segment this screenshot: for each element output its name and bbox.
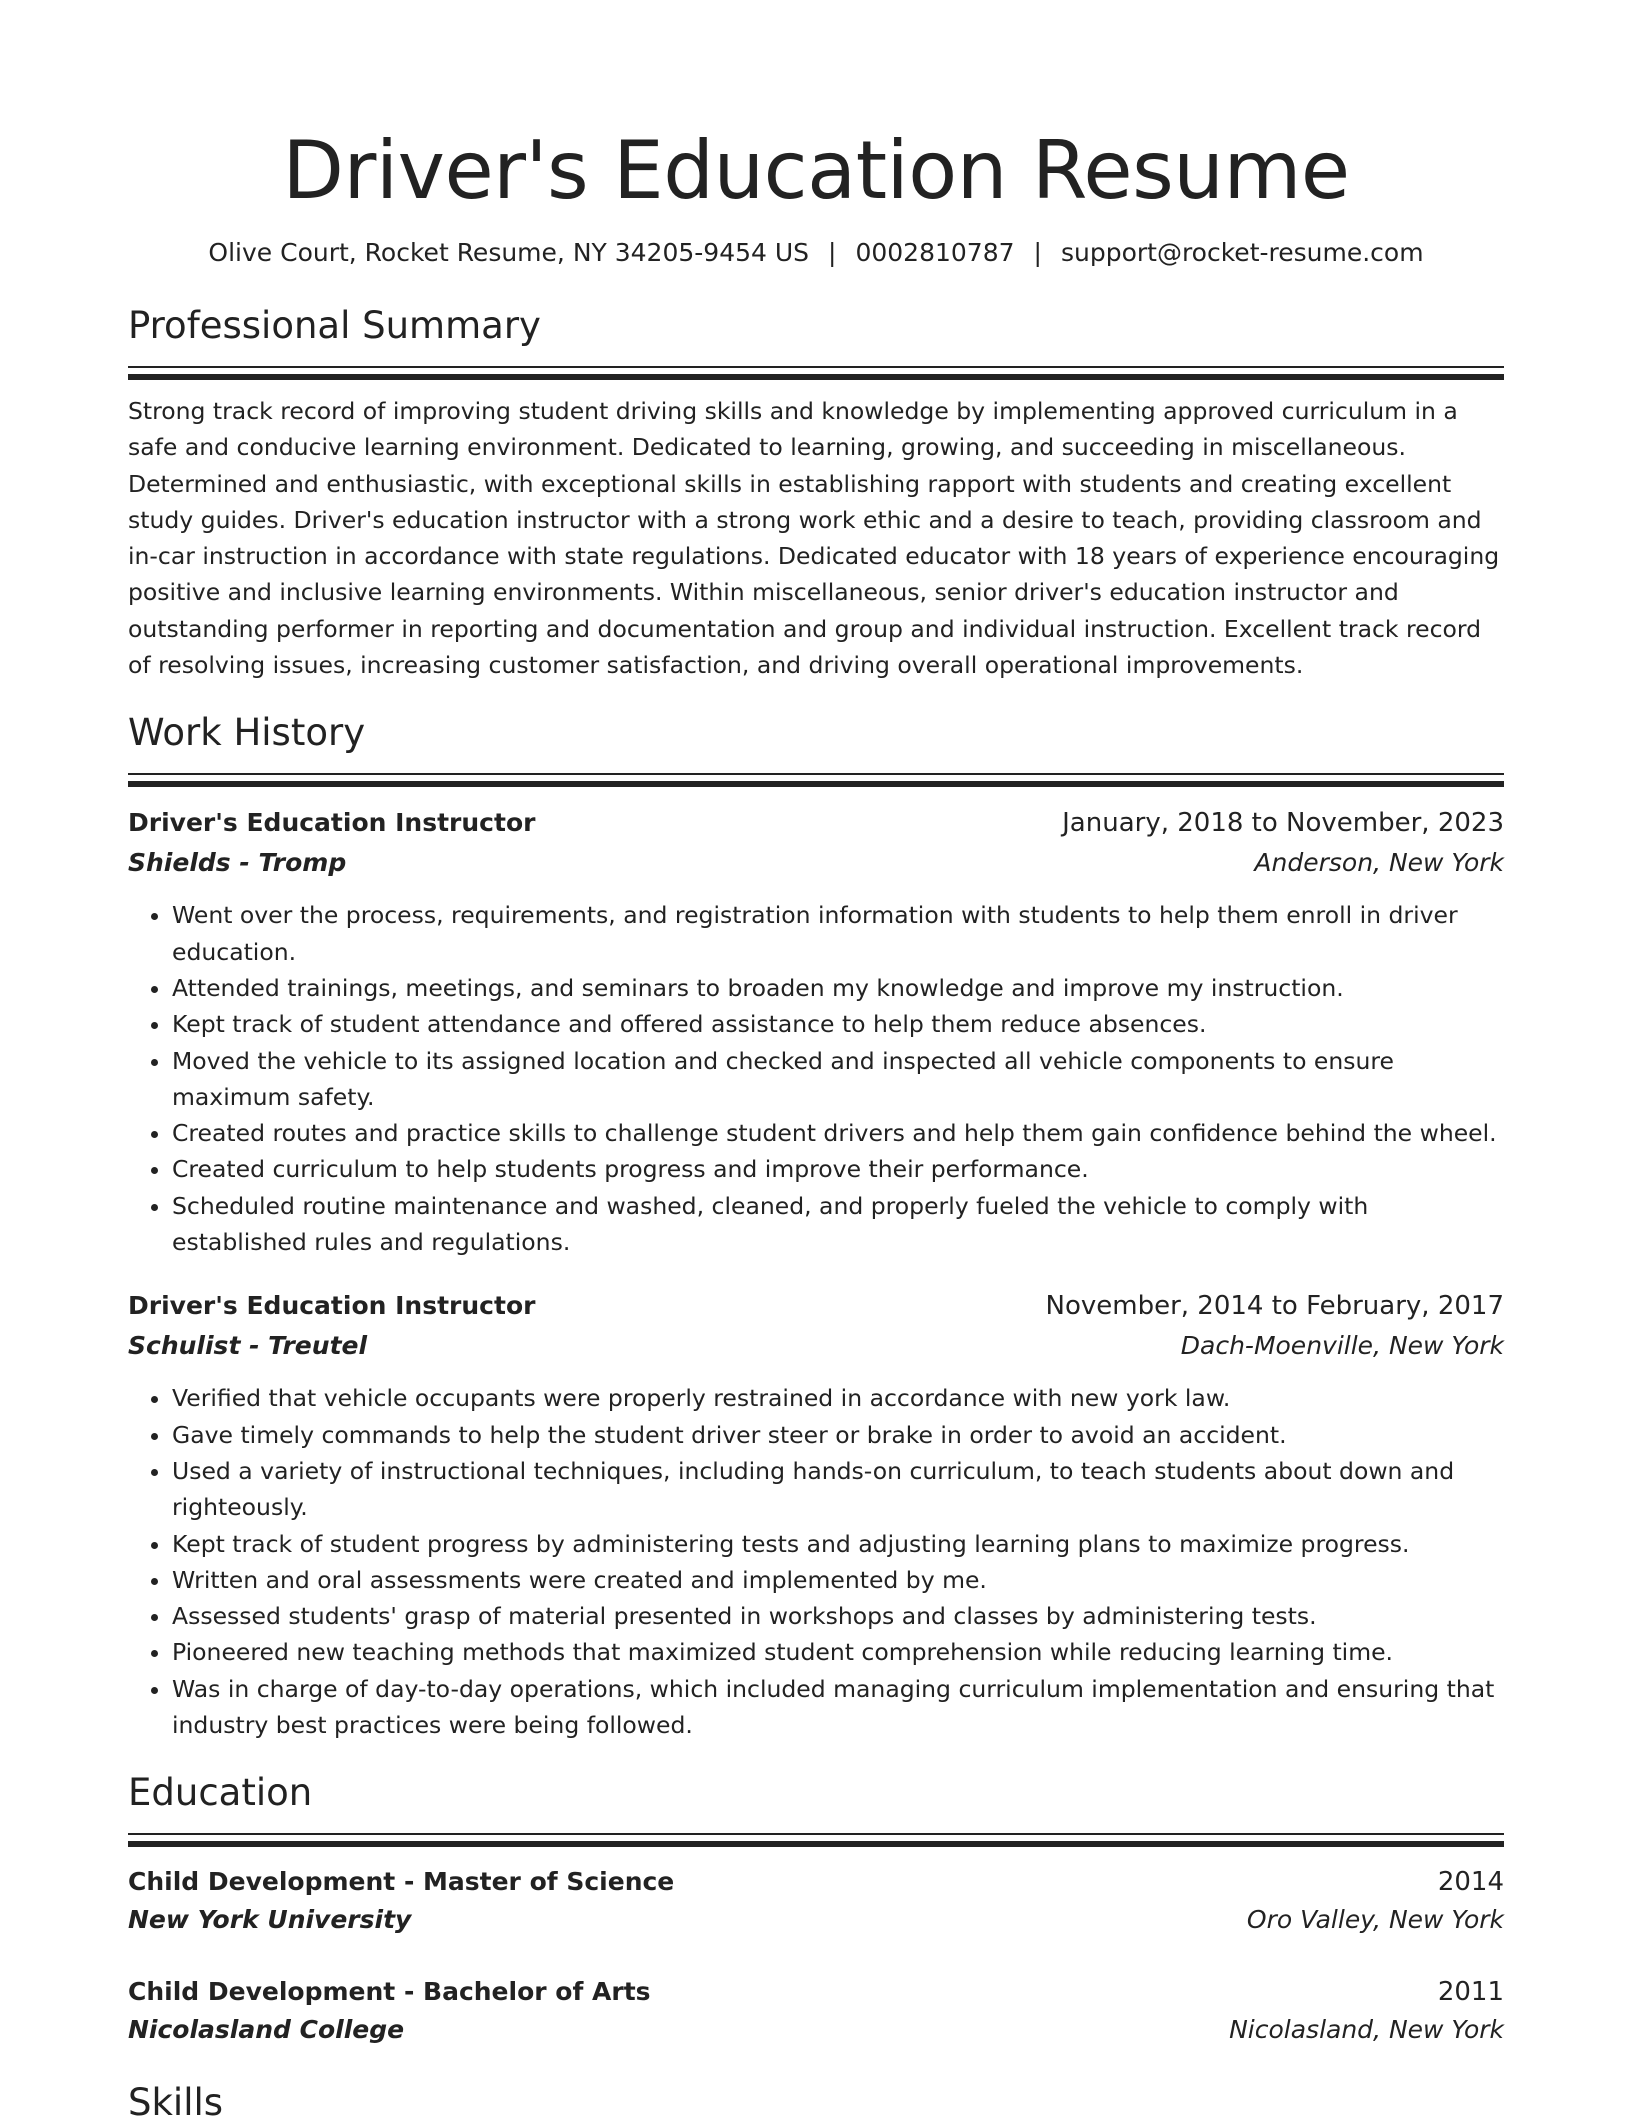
summary-text: Strong track record of improving student driving skills and knowledge by implementing approved curriculum in a safe and conducive learning environment. Dedicated to learning, growing, and succeeding in miscellaneous. Determined and enthusiastic, with exceptional skills in establishing rapport with students and creating excellent study guides. Driver's education instructor with a strong work ethic and a desire to teach, providing classroom and in-car instruction in accordance with state regulations. Dedicated educator with 18 years of experience encouraging positive and inclusive learning environments. Within miscellaneous, senior driver's education instructor and outstanding performer in reporting and documentation and group and individual instruction. Excellent track record of resolving issues, increasing customer satisfaction, and driving overall operational improvements. (128, 397, 1500, 680)
job-entry (128, 803, 1504, 1260)
job-title: Driver's Education Instructor (128, 808, 536, 838)
education-location: Nicolasland, New York (1229, 2015, 1504, 2045)
list-item: • Used a variety of instructional techniques, including hands-on curriculum, to teach students about down and righteously. (172, 1453, 1504, 1526)
job-company: Shields - Tromp (128, 848, 347, 878)
job-subheader (128, 843, 1504, 883)
list-item: • Went over the process, requirements, and registration information with students to help them enroll in driver education. (172, 897, 1504, 970)
summary-heading: Professional Summary (128, 304, 541, 347)
list-item: • Scheduled routine maintenance and washed, cleaned, and properly fueled the vehicle to comply with established rules and regulations. (172, 1188, 1504, 1261)
education-header (128, 1863, 1504, 1901)
education-entry (128, 1973, 1504, 2049)
education-subheader (128, 1901, 1504, 1939)
education-degree: Child Development - Master of Science (128, 1867, 675, 1897)
job-dates: November, 2014 to February, 2017 (1045, 1291, 1504, 1322)
list-item: • Moved the vehicle to its assigned location and checked and inspected all vehicle components to ensure maximum safety. (172, 1043, 1504, 1116)
education-degree: Child Development - Bachelor of Arts (128, 1977, 651, 2007)
education-year: 2014 (1437, 1867, 1504, 1898)
list-item: • Was in charge of day-to-day operations, which included managing curriculum implementation and ensuring that industry best practices were being followed. (172, 1671, 1504, 1744)
job-bullets (128, 1380, 1504, 1743)
section-divider (128, 366, 1504, 381)
job-title: Driver's Education Instructor (128, 1291, 536, 1321)
summary-section (128, 302, 1504, 683)
job-dates: January, 2018 to November, 2023 (1062, 808, 1504, 839)
list-item: • Written and oral assessments were created and implemented by me. (172, 1562, 1504, 1598)
list-item: • Kept track of student attendance and offered assistance to help them reduce absences. (172, 1006, 1504, 1042)
education-subheader (128, 2011, 1504, 2049)
education-heading: Education (128, 1771, 313, 1815)
education-entry (128, 1863, 1504, 1939)
resume-page (128, 0, 1504, 2127)
contact-address: Olive Court, Rocket Resume, NY 34205-9454 US (208, 238, 810, 267)
list-item: • Pioneered new teaching methods that maximized student comprehension while reducing learning time. (172, 1634, 1504, 1670)
job-entry (128, 1286, 1504, 1743)
education-year: 2011 (1437, 1977, 1504, 2008)
skills-heading: Skills (128, 2081, 224, 2125)
job-header (128, 803, 1504, 843)
education-school: Nicolasland College (128, 2015, 405, 2045)
job-bullets (128, 897, 1504, 1260)
list-item: • Gave timely commands to help the student driver steer or brake in order to avoid an accident. (172, 1417, 1504, 1453)
list-item: • Assessed students' grasp of material presented in workshops and classes by administering tests. (172, 1598, 1504, 1634)
job-location: Dach-Moenville, New York (1180, 1331, 1504, 1361)
list-item: • Created routes and practice skills to challenge student drivers and help them gain confidence behind the wheel. (172, 1115, 1504, 1151)
education-section (128, 1769, 1504, 2049)
contact-phone: 0002810787 (855, 238, 1015, 267)
work-history-section (128, 709, 1504, 1743)
list-item: • Verified that vehicle occupants were properly restrained in accordance with new york law. (172, 1380, 1504, 1416)
education-location: Oro Valley, New York (1246, 1905, 1504, 1935)
contact-email[interactable]: support@rocket-resume.com (1060, 238, 1424, 267)
list-item: • Kept track of student progress by administering tests and adjusting learning plans to maximize progress. (172, 1526, 1504, 1562)
work-history-heading: Work History (128, 711, 366, 755)
contact-separator: | (1033, 238, 1042, 267)
job-company: Schulist - Treutel (128, 1331, 368, 1361)
skills-section (128, 2079, 1504, 2127)
education-header (128, 1973, 1504, 2011)
job-header (128, 1286, 1504, 1326)
education-school: New York University (128, 1905, 412, 1935)
list-item: • Created curriculum to help students progress and improve their performance. (172, 1151, 1504, 1187)
section-divider (128, 1833, 1504, 1848)
job-subheader (128, 1326, 1504, 1366)
contact-line (128, 236, 1504, 270)
job-location: Anderson, New York (1254, 848, 1504, 878)
resume-title: Driver's Education Resume (282, 124, 1350, 217)
contact-separator: | (828, 238, 837, 267)
section-divider (128, 773, 1504, 788)
list-item: • Attended trainings, meetings, and seminars to broaden my knowledge and improve my instruction. (172, 970, 1504, 1006)
